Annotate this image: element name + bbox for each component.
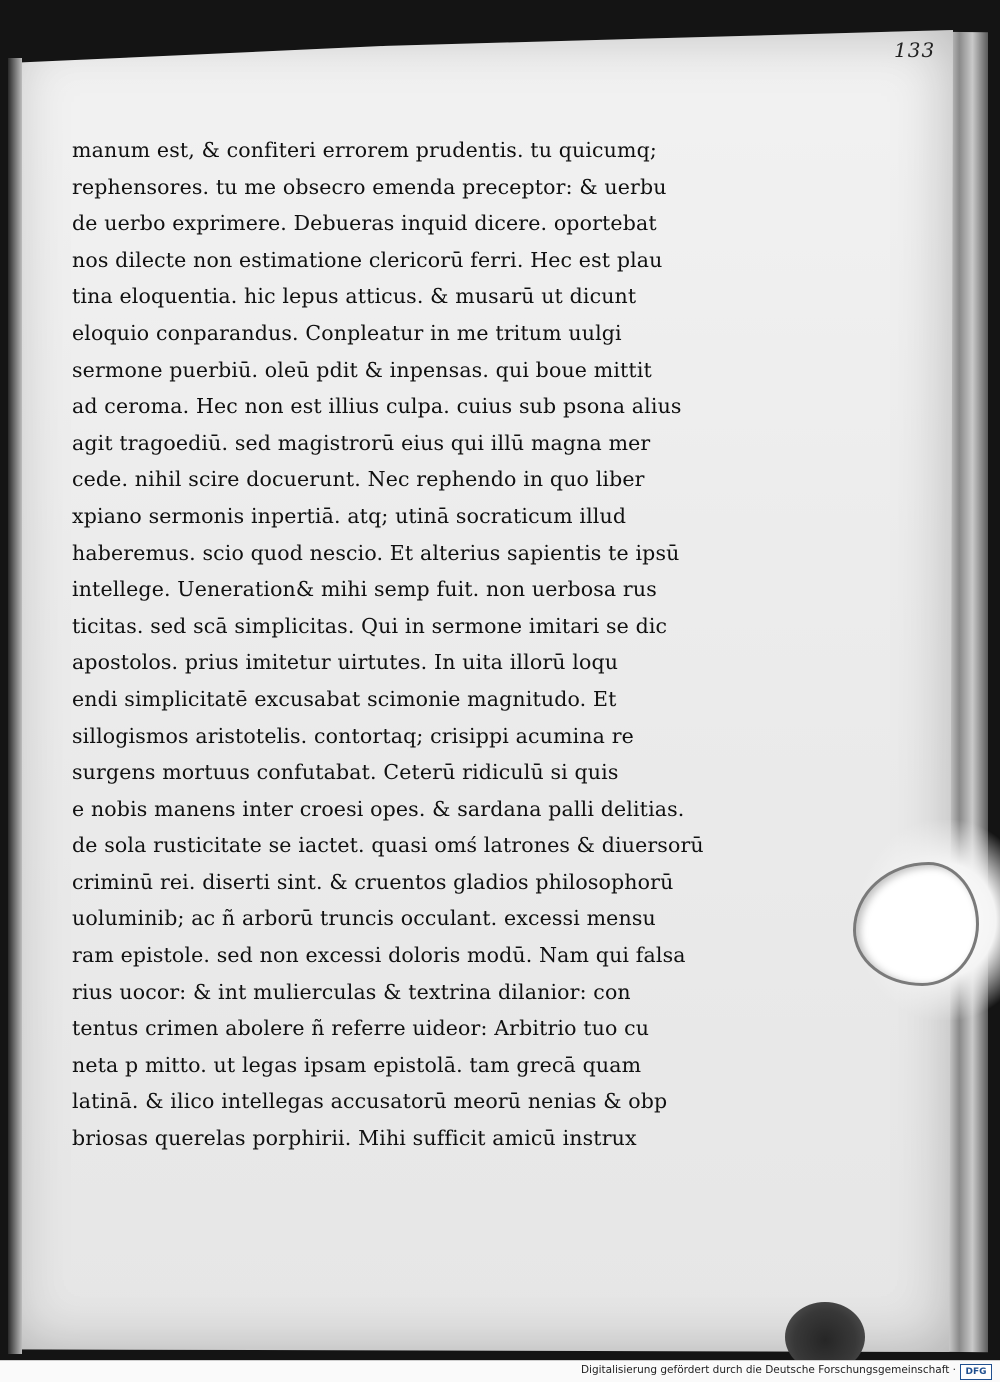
manuscript-line: de sola rusticitate se iactet. quasi omś latrones & diuersorū [72, 833, 704, 858]
manuscript-line: sermone puerbiū. oleū pdit & inpensas. qui boue mittit [72, 357, 652, 382]
manuscript-line: sillogismos aristotelis. contortaq; crisippi acumina re [72, 723, 634, 748]
manuscript-line: nos dilecte non estimatione clericorū ferri. Hec est plau [72, 247, 663, 272]
manuscript-line: uoluminib; ac ñ arborū truncis occulant. excessi mensu [72, 906, 656, 931]
manuscript-line: manum est, & confiteri errorem prudentis. tu quicumq; [72, 138, 657, 162]
manuscript-text [72, 132, 792, 1157]
manuscript-line: ticitas. sed scā simplicitas. Qui in sermone imitari se dic [72, 613, 668, 638]
manuscript-line: surgens mortuus confutabat. Ceterū ridiculū si quis [72, 760, 619, 785]
funding-credit: Digitalisierung gefördert durch die Deutsche Forschungsgemeinschaft · [580, 1364, 956, 1376]
manuscript-line: agit tragoediū. sed magistrorū eius qui illū magna mer [72, 430, 651, 455]
manuscript-line: tentus crimen abolere ñ referre uideor: Arbitrio tuo cu [72, 1016, 650, 1041]
manuscript-line: briosas querelas porphirii. Mihi sufficit amicū instrux [72, 1126, 637, 1151]
manuscript-line: apostolos. prius imitetur uirtutes. In uita illorū loqu [72, 650, 619, 675]
manuscript-line: criminū rei. diserti sint. & cruentos gladios philosophorū [72, 869, 674, 894]
manuscript-line: intellege. Ueneration& mihi semp fuit. non uerbosa rus [72, 577, 657, 602]
dfg-logo: DFG [960, 1364, 992, 1380]
manuscript-line: e nobis manens inter croesi opes. & sardana palli delitias. [72, 796, 685, 821]
manuscript-line: de uerbo exprimere. Debueras inquid dicere. oportebat [72, 211, 657, 236]
manuscript-line: endi simplicitatē excusabat scimonie magnitudo. Et [72, 686, 617, 711]
manuscript-line: ad ceroma. Hec non est illius culpa. cuius sub psona alius [72, 394, 682, 419]
manuscript-line: rius uocor: & int mulierculas & textrina dilanior: con [72, 979, 631, 1004]
manuscript-line: latinā. & ilico intellegas accusatorū meorū nenias & obp [72, 1089, 668, 1114]
footer-bar [0, 1360, 1000, 1382]
manuscript-line: tina eloquentia. hic lepus atticus. & musarū ut dicunt [72, 284, 637, 309]
folio-number: 133 [894, 38, 936, 62]
manuscript-line: cede. nihil scire docuerunt. Nec rephendo in quo liber [72, 467, 645, 492]
manuscript-line: rephensores. tu me obsecro emenda preceptor: & uerbu [72, 174, 667, 199]
manuscript-line: xpiano sermonis inpertiā. atq; utinā socraticum illud [72, 503, 627, 528]
manuscript-line: eloquio conparandus. Conpleatur in me tritum uulgi [72, 320, 622, 345]
binding-gutter [8, 58, 22, 1354]
manuscript-line: haberemus. scio quod nescio. Et alterius sapientis te ipsū [72, 540, 680, 565]
manuscript-line: ram epistole. sed non excessi doloris modū. Nam qui falsa [72, 943, 686, 968]
manuscript-line: neta p mitto. ut legas ipsam epistolā. tam grecā quam [72, 1052, 642, 1077]
